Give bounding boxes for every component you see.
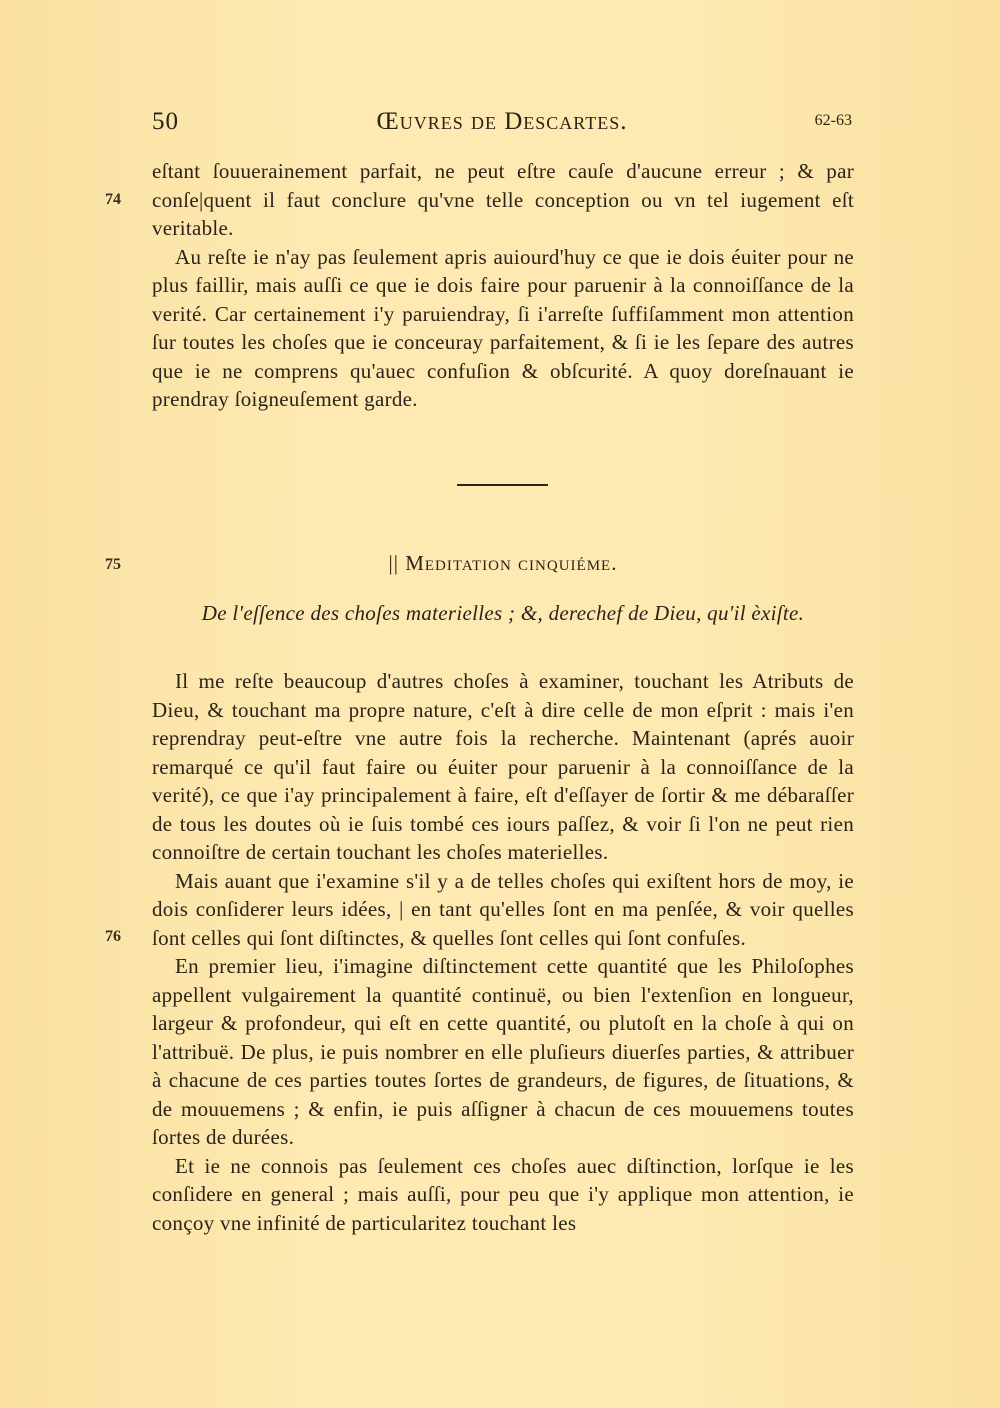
paragraph: Mais auant que i'examine s'il y a de telles choſes qui exiſtent hors de moy, ie dois conſiderer leurs idées, | en tant qu'elles ſont en ma penſée, & voir quelles ſont celles qui ſont diſtinctes, & quelles ſont celles qui ſont confuſes. [152,868,854,950]
section-title: || Meditation cinquiéme. [388,551,618,575]
section-divider [457,484,548,486]
page-number: 50 [152,108,179,135]
paragraph: Au reſte ie n'ay pas ſeulement apris auiourd'huy ce que ie dois éuiter pour ne plus faillir, mais auſſi ce que ie dois faire pour paruenir à la connoiſſance de la verité. Car certainement i'y paruiendray, ſi i'arreſte ſuffiſamment mon attention ſur toutes les choſes que ie conceuray parfaitement, & ſi ie les ſepare des autres que ie ne comprens qu'auec confuſion & obſcurité. A quoy doreſnauant ie prendray ſoigneuſement garde. [152,244,854,411]
margin-line-number: 75 [105,556,121,573]
section-subtitle: De l'eſſence des choſes materielles ; &, derechef de Dieu, qu'il èxiſte. [201,601,805,625]
paragraph: eſtant ſouuerainement parfait, ne peut eſtre cauſe d'aucune erreur ; & par conſe|quent il faut conclure qu'vne telle conception ou vn tel iugement eſt veritable. [152,159,854,240]
running-title: Œuvres de Descartes. [376,108,628,135]
margin-line-number: 76 [105,928,121,945]
paragraph: Et ie ne connois pas ſeulement ces choſes auec diſtinction, lorſque ie les conſidere en general ; mais auſſi, pour peu que i'y applique mon attention, ie conçoy vne infinité de particularitez touchant les [152,1153,854,1235]
margin-line-number: 74 [105,191,121,208]
page-header [152,108,852,144]
text-block-meditation [152,667,854,1237]
paragraph: En premier lieu, i'imagine diſtinctement cette quantité que les Philoſophes appellent vulgairement la quantité continuë, ou bien l'extenſion en longueur, largeur & profondeur, qui eſt en cette quantité, ou plutoſt en la choſe à qui on l'attribuë. De plus, ie puis nombrer en elle pluſieurs diuerſes parties, & attribuer à chacune de ces parties toutes ſortes de grandeurs, de figures, de ſituations, & de mouuemens ; & enfin, ie puis aſſigner à chacun de ces mouuemens toutes ſortes de durées. [152,954,854,1149]
text-block-continuation [152,157,854,414]
paragraph: Il me reſte beaucoup d'autres choſes à examiner, touchant les Atributs de Dieu, & touchant ma propre nature, c'eſt à dire celle de mon eſprit : mais i'en reprendray peut-eſtre vne autre fois la recherche. Maintenant (aprés auoir remarqué ce qu'il faut faire ou éuiter pour paruenir à la connoiſſance de la verité), ce que i'ay principalement à faire, eſt d'eſſayer de ſortir & me débaraſſer de tous les doutes où ie ſuis tombé ces iours paſſez, & voir ſi l'on ne peut rien connoiſtre de certain touchant les choſes materielles. [152,669,854,864]
page-range: 62-63 [814,112,852,129]
